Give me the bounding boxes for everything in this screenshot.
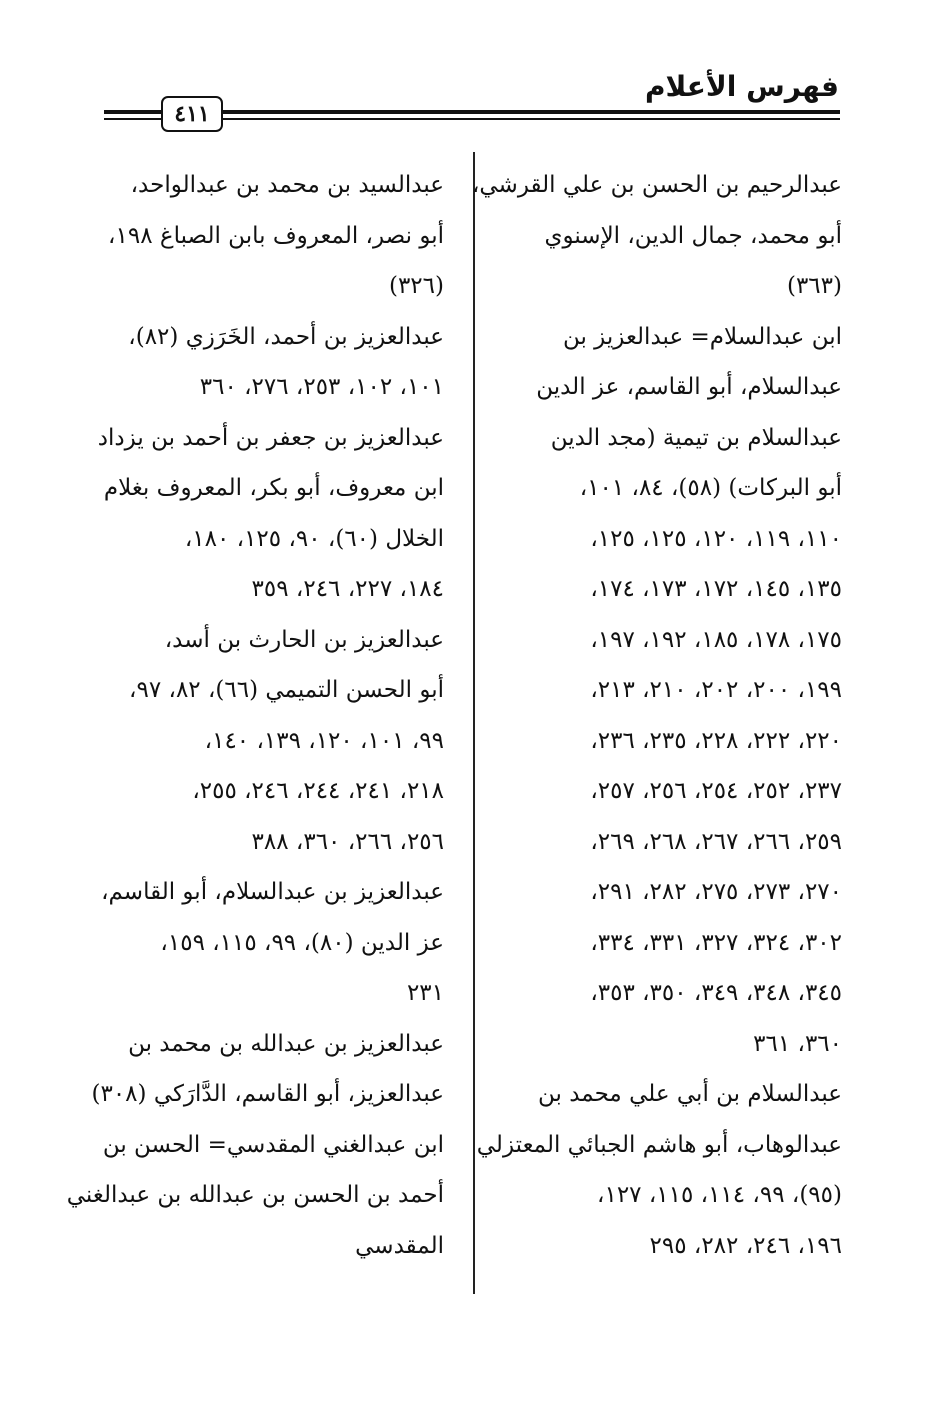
entry-line: ١١٠، ١١٩، ١٢٠، ١٢٥، ١٢٥، [590, 525, 842, 552]
index-entry [97, 413, 444, 615]
index-entry [476, 1069, 842, 1271]
entry-line: ١٩٦، ٢٤٦، ٢٨٢، ٢٩٥ [649, 1232, 842, 1259]
entry-line: ابن عبدالسلام= عبدالعزيز بن [562, 323, 842, 350]
index-column-left [66, 160, 444, 1271]
entry-line: أحمد بن الحسن بن عبدالله بن عبدالغني [66, 1182, 444, 1208]
entry-line: أبو البركات) (٥٨)، ٨٤، ١٠١، [579, 475, 842, 501]
entry-line: عبدالعزيز بن جعفر بن أحمد بن يزداد [97, 424, 444, 451]
entry-line: عبدالعزيز، أبو القاسم، الدَّارَكي (٣٠٨) [91, 1081, 444, 1107]
entry-line: عبدالعزيز بن الحارث بن أسد، [164, 626, 444, 653]
entry-line: أبو نصر، المعروف بابن الصباغ ١٩٨، [108, 222, 444, 249]
entry-line: ابن معروف، أبو بكر، المعروف بغلام [103, 475, 444, 501]
entry-line: ٢٧٠، ٢٧٣، ٢٧٥، ٢٨٢، ٢٩١، [590, 879, 842, 905]
index-entry [104, 160, 444, 312]
index-entry [104, 312, 444, 413]
entry-line: أبو الحسن التميمي (٦٦)، ٨٢، ٩٧، [129, 677, 444, 703]
entry-line: ابن عبدالغني المقدسي= الحسن بن [102, 1131, 444, 1158]
entry-line: ١٧٥، ١٧٨، ١٨٥، ١٩٢، ١٩٧، [590, 626, 842, 653]
entry-line: عبدالعزيز بن أحمد، الخَرَزي (٨٢)، [128, 323, 444, 350]
index-entry [101, 867, 444, 1019]
entry-line: ٢٥٦، ٢٦٦، ٣٦٠، ٣٨٨ [251, 828, 444, 855]
entry-line: ٢٥٩، ٢٦٦، ٢٦٧، ٢٦٨، ٢٦٩، [590, 828, 842, 855]
entry-line: ١٠١، ١٠٢، ٢٥٣، ٢٧٦، ٣٦٠ [199, 374, 444, 400]
entry-line: ٣٠٢، ٣٢٤، ٣٢٧، ٣٣١، ٣٣٤، [590, 929, 842, 956]
entry-line: عبدالرحيم بن الحسن بن علي القرشي، [471, 172, 842, 198]
index-entry [500, 312, 842, 413]
page-number: ٤١١ [161, 96, 223, 132]
index-entry [471, 160, 842, 312]
index-column-right [471, 160, 842, 1271]
entry-line: الخلال (٦٠)، ٩٠، ١٢٥، ١٨٠، [184, 525, 444, 552]
entry-line: عبدالسلام بن أبي علي محمد بن [538, 1081, 842, 1107]
index-entry [500, 413, 842, 1070]
entry-line: ١٩٩، ٢٠٠، ٢٠٢، ٢١٠، ٢١٣، [590, 677, 842, 703]
entry-line: عبدالسيد بن محمد بن عبدالواحد، [130, 172, 444, 198]
entry-line: ٩٩، ١٠١، ١٢٠، ١٣٩، ١٤٠، [204, 727, 444, 754]
entry-line: عبدالسلام بن تيمية (مجد الدين [550, 424, 842, 451]
entry-line: ٢١٨، ٢٤١، ٢٤٤، ٢٤٦، ٢٥٥، [192, 778, 444, 804]
entry-line: ١٨٤، ٢٢٧، ٢٤٦، ٣٥٩ [251, 576, 444, 602]
entry-line: ٢٣١ [406, 980, 444, 1006]
running-header-title: فهرس الأعلام [645, 70, 839, 103]
entry-line: (٣٦٣) [786, 273, 842, 299]
entry-line: (٩٥)، ٩٩، ١١٤، ١١٥، ١٢٧، [597, 1182, 842, 1208]
entry-line: عبدالسلام، أبو القاسم، عز الدين [536, 374, 842, 400]
entry-line: أبو محمد، جمال الدين، الإسنوي [544, 222, 842, 249]
index-entry [104, 615, 444, 868]
entry-line: عز الدين (٨٠)، ٩٩، ١١٥، ١٥٩، [160, 929, 444, 956]
entry-line: ٢٣٧، ٢٥٢، ٢٥٤، ٢٥٦، ٢٥٧، [590, 778, 842, 804]
index-entry [91, 1019, 444, 1120]
entry-line: ٢٢٠، ٢٢٢، ٢٢٨، ٢٣٥، ٢٣٦، [590, 727, 842, 754]
entry-line: ٣٤٥، ٣٤٨، ٣٤٩، ٣٥٠، ٣٥٣، [590, 980, 842, 1006]
entry-line: عبدالعزيز بن عبدالسلام، أبو القاسم، [101, 879, 444, 905]
entry-line: المقدسي [355, 1232, 444, 1259]
entry-line: عبدالوهاب، أبو هاشم الجبائي المعتزلي [476, 1131, 842, 1158]
entry-line: (٣٢٦) [388, 273, 444, 299]
entry-line: عبدالعزيز بن عبدالله بن محمد بن [128, 1030, 444, 1057]
column-divider [473, 152, 475, 1294]
index-entry [66, 1120, 444, 1272]
entry-line: ٣٦٠، ٣٦١ [753, 1030, 842, 1057]
entry-line: ١٣٥، ١٤٥، ١٧٢، ١٧٣، ١٧٤، [590, 576, 842, 602]
